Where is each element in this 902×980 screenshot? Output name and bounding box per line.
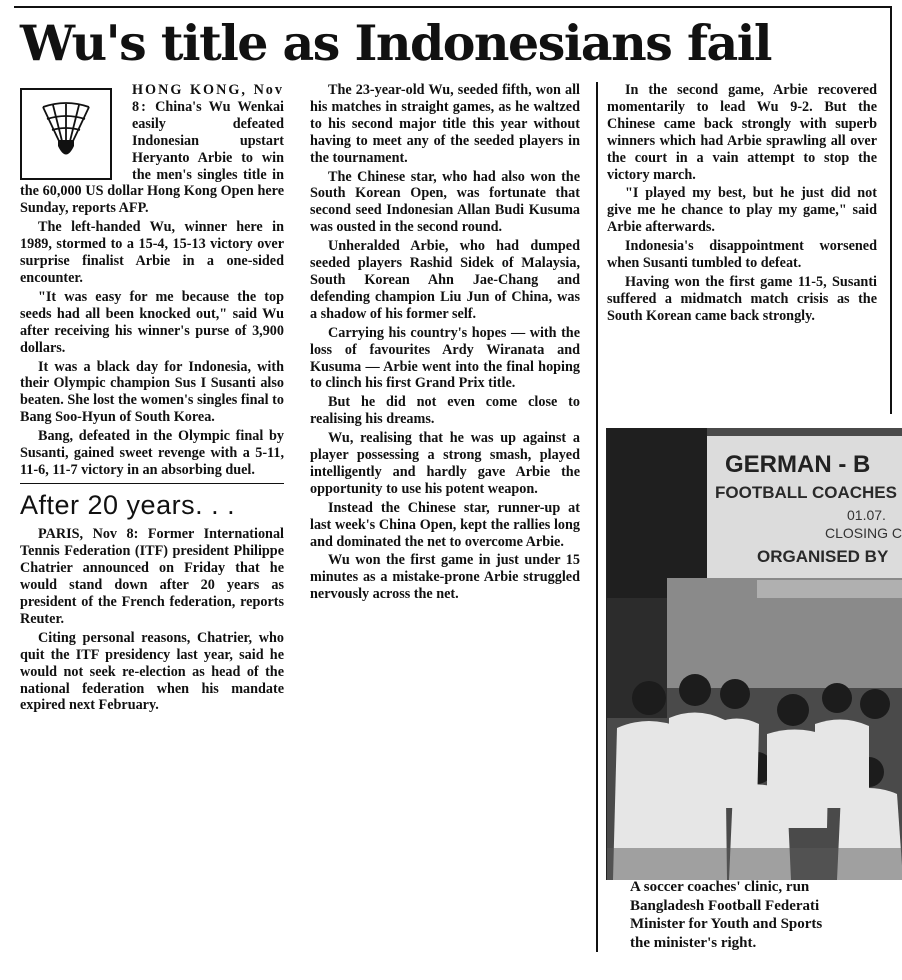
article-column-2 <box>310 82 580 605</box>
paragraph: In the second game, Arbie recovered momentarily to lead Wu 9-2. But the Chinese came back strongly with superb winners which had Arbie sprawling all over the court in a vain attempt to stop the victory march. <box>607 82 877 183</box>
photo <box>606 428 902 880</box>
article-column-3 <box>607 82 877 327</box>
banner-text: ORGANISED BY <box>757 547 889 566</box>
paragraph: The left-handed Wu, winner here in 1989, stormed to a 15-4, 15-13 victory over surprise finalist Arbie in a one-sided encounter. <box>20 219 284 286</box>
paragraph: The 23-year-old Wu, seeded fifth, won all his matches in straight games, as he waltzed to his second major title this year without having to meet any of the seeded players in the tournament. <box>310 82 580 166</box>
banner-text: FOOTBALL COACHES <box>715 483 897 502</box>
paragraph: China's Wu Wenkai easily defeated Indonesian upstart Heryanto Arbie to win the men's singles title in the 60,000 US dollar Hong Kong Open here Sunday, reports AFP. <box>20 98 285 217</box>
paragraph: The Chinese star, who had also won the South Korean Open, was fortunate that second seed Indonesian Allan Budi Kusuma was ousted in the second round. <box>310 168 580 236</box>
paragraph: Instead the Chinese star, runner-up at last week's China Open, kept the rallies long and dominated the net to overcome Arbie. <box>310 499 580 550</box>
divider <box>20 483 284 485</box>
photo-caption: A soccer coaches' clinic, run Bangladesh Football Federati Minister for Youth and Sports the minister's right. <box>630 879 823 951</box>
paragraph: Bang, defeated in the Olympic final by Susanti, gained sweet revenge with a 5-11, 11-6, 11-7 victory in an absorbing duel. <box>20 428 284 478</box>
paragraph: Carrying his country's hopes — with the loss of favourites Ardy Wiranata and Kusuma — Arbie went into the final hoping to clinch his first Grand Prix title. <box>310 324 580 392</box>
right-rule <box>890 8 892 414</box>
banner-text: GERMAN - B <box>725 451 871 478</box>
paragraph: Indonesia's disappointment worsened when Susanti tumbled to defeat. <box>607 238 877 272</box>
paragraph: Citing personal reasons, Chatrier, who quit the ITF presidency last year, said he would not seek re-election as head of the national federation when his mandate expired next February. <box>20 629 284 714</box>
dateline: PARIS, Nov 8: <box>38 526 139 543</box>
column-divider <box>596 82 598 952</box>
headline: Wu's title as Indonesians fail <box>20 14 772 72</box>
dateline: HONG KONG, Nov 8: <box>132 82 284 115</box>
banner-text: CLOSING C <box>825 525 902 541</box>
paragraph: Having won the first game 11-5, Susanti suffered a midmatch match crisis as the South Korean came back strongly. <box>607 273 877 324</box>
paragraph: "I played my best, but he just did not give me he chance to play my game," said Arbie afterwards. <box>607 185 877 236</box>
paragraph: It was a black day for Indonesia, with their Olympic champion Sus I Susanti also beaten. She lost the women's singles final to Bang Soo-Hyun of South Korea. <box>20 358 284 426</box>
banner-text: 01.07. <box>847 507 886 523</box>
subhead: After 20 years. . . <box>20 490 236 521</box>
paragraph: Former International Tennis Federation (ITF) president Philippe Chatrier announced on Friday that he would stand down after 20 years as president of the French federation, reports Reuter. <box>20 526 284 627</box>
article-column-1 <box>20 82 284 716</box>
paragraph: But he did not even come close to realising his dreams. <box>310 394 580 428</box>
top-rule <box>14 6 886 8</box>
photo-image <box>607 428 902 880</box>
paragraph: Unheralded Arbie, who had dumped seeded players Rashid Sidek of Malaysia, South Korean Ahn Jae-Chang and defending champion Liu Jun of China, was a shadow of his former self. <box>310 238 580 322</box>
paragraph: Wu, realising that he was up against a player possessing a strong smash, played intelligently and hardly gave Arbie the opportunity to use his potent weapon. <box>310 430 580 497</box>
paragraph: "It was easy for me because the top seeds had all been knocked out," said Wu after receiving his winner's purse of 3,900 dollars. <box>20 288 284 356</box>
paragraph: Wu won the first game in just under 15 minutes as a mistake-prone Arbie struggled nervously across the net. <box>310 552 580 603</box>
